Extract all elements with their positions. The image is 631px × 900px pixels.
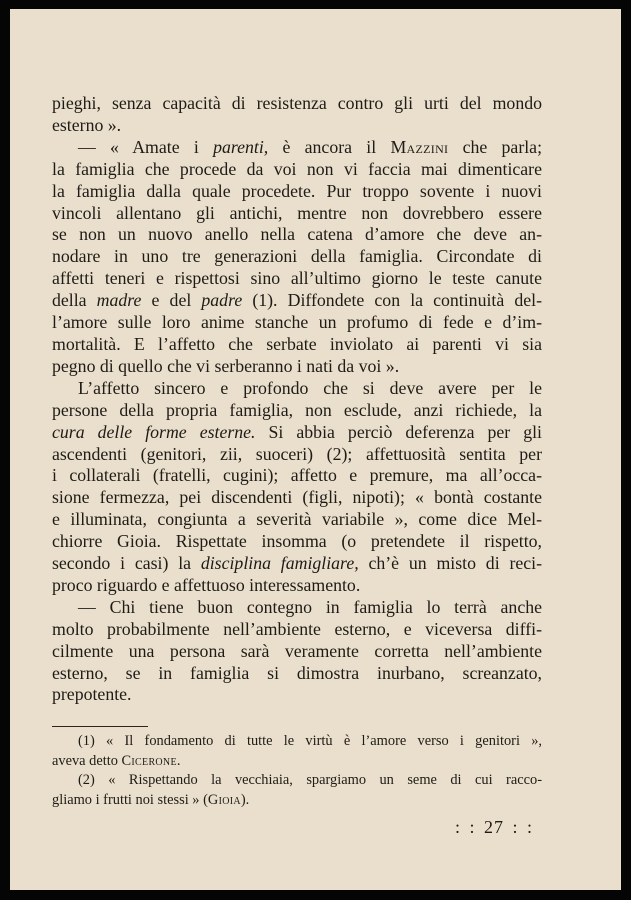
- text-line: persone della propria famiglia, non esclude, anzi richiede, la: [52, 399, 542, 420]
- text-line: la famiglia dalla quale procedete. Pur troppo sovente i nuovi: [52, 180, 542, 201]
- text-line: esterno, se in famiglia si dimostra inurbano, screanzato,: [52, 662, 542, 683]
- text-line: la famiglia che procede da voi non vi faccia mai dimenticare: [52, 158, 542, 179]
- text-line: — « Amate i parenti, è ancora il Mazzini che parla;: [78, 136, 543, 157]
- text-line: vincoli allentano gli antichi, mentre non dovrebbero essere: [52, 202, 542, 223]
- text-line: secondo i casi) la disciplina famigliare, ch’è un misto di reci-: [52, 553, 543, 574]
- text-line: proco riguardo e affettuoso interessamento.: [52, 574, 361, 595]
- text-line: chiorre Gioia. Rispettate insomma (o pretendete il rispetto,: [52, 531, 542, 552]
- text-line: l’amore sulle loro anime stanche un profumo di fede e d’im-: [52, 312, 542, 333]
- text-line: pieghi, senza capacità di resistenza contro gli urti del mondo: [52, 93, 542, 113]
- text-line: mortalità. E l’affetto che serbate inviolato ai parenti vi sia: [52, 333, 542, 354]
- text-line: prepotente.: [52, 684, 132, 705]
- text-line: sione fermezza, pei discendenti (figli, nipoti); « bontà costante: [52, 487, 542, 508]
- text-line: affetti teneri e rispettosi sino all’ultimo giorno le teste canute: [52, 268, 542, 289]
- text-line: esterno ».: [52, 114, 122, 135]
- book-page: [10, 9, 621, 890]
- text-line: se non un nuovo anello nella catena d’amore che deve an-: [52, 224, 542, 245]
- text-line: nodare in uno tre generazioni della famiglia. Circondate di: [52, 246, 542, 267]
- text-line: molto probabilmente nell’ambiente esterno, e viceversa diffi-: [52, 618, 542, 639]
- author-name: Mazzini: [390, 136, 449, 157]
- text-line: ascendenti (genitori, zii, suoceri) (2); affettuosità sentita per: [52, 443, 542, 464]
- text-line: pegno di quello che vi serberanno i nati da voi ».: [52, 355, 400, 376]
- author-name: Cicerone.: [121, 752, 181, 769]
- text-line: e illuminata, congiunta a severità variabile », come dice Mel-: [52, 509, 542, 530]
- page-number: : : 27 : :: [455, 817, 534, 837]
- footnote-line: (1) « Il fondamento di tutte le virtù è l’amore verso i genitori »,: [78, 733, 542, 749]
- footnote-line: (2) « Rispettando la vecchiaia, spargiamo un seme di cui racco-: [78, 772, 542, 788]
- footnote-line: aveva detto Cicerone.: [52, 752, 181, 769]
- text-line: — Chi tiene buon contegno in famiglia lo terrà anche: [78, 596, 542, 617]
- text-line: della madre e del padre (1). Diffondete con la continuità del-: [52, 290, 542, 311]
- text-line: L’affetto sincero e profondo che si deve avere per le: [78, 377, 542, 398]
- author-name: Gioia: [207, 791, 241, 808]
- text-line: cura delle forme esterne. Si abbia perciò deferenza per gli: [52, 421, 542, 442]
- text-line: cilmente una persona sarà veramente corretta nell’ambiente: [52, 640, 542, 661]
- footnotes: [52, 732, 542, 810]
- footnote-line: gliamo i frutti noi stessi » (Gioia).: [52, 791, 250, 808]
- text-line: i collaterali (fratelli, cugini); affetto e premure, ma all’occa-: [52, 465, 542, 486]
- footnote-divider: [52, 726, 148, 727]
- body-text: [52, 93, 542, 706]
